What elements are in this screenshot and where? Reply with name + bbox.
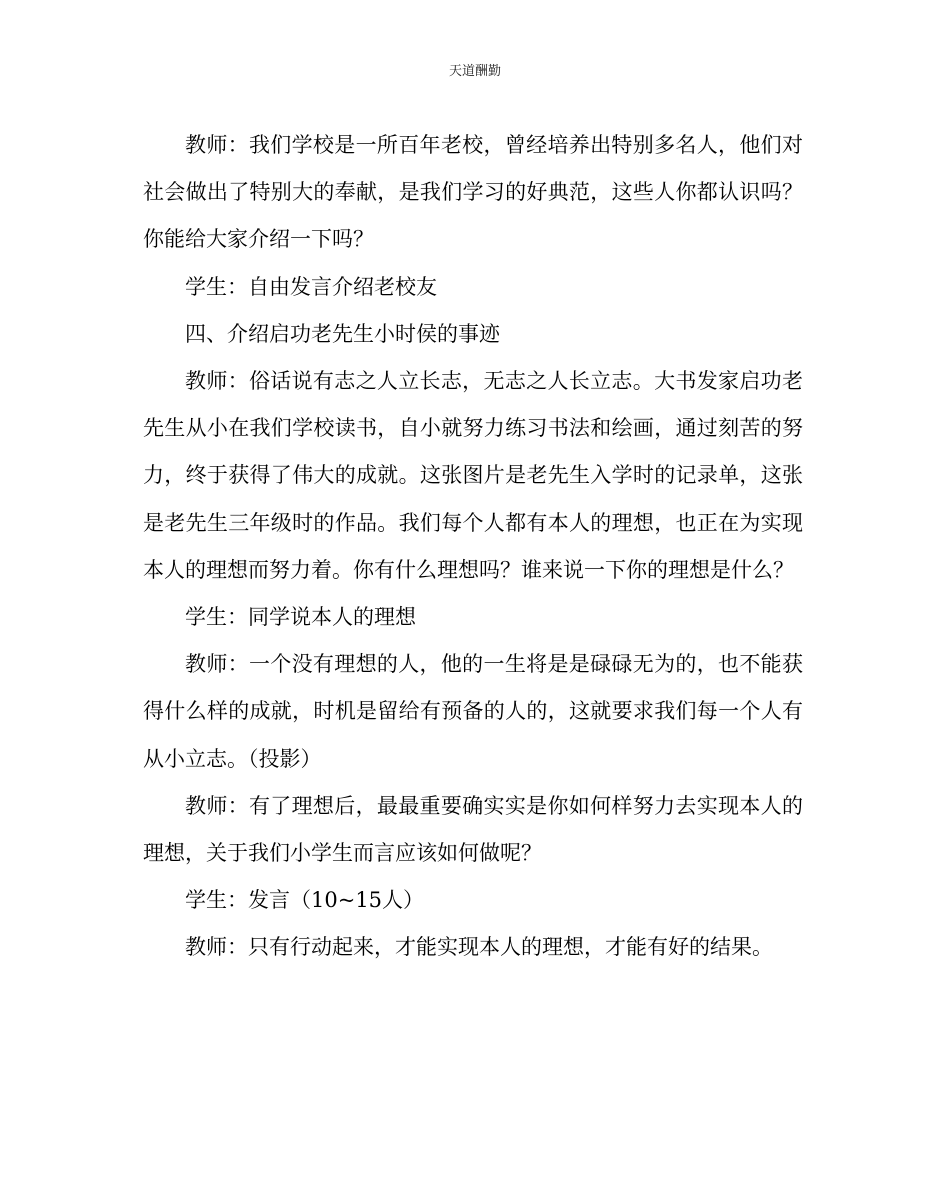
paragraph-teacher-intro: 教师：我们学校是一所百年老校，曾经培养出特别多名人，他们对社会做出了特别大的奉献，是我们学习的好典范，这些人你都认识吗？你能给大家介绍一下吗？ [143,133,803,252]
paragraph-teacher-effort: 教师：有了理想后，最最重要确实实是你如何样努力去实现本人的理想，关于我们小学生而言应该如何做呢？ [143,793,803,866]
paragraph-teacher-action: 教师：只有行动起来，才能实现本人的理想，才能有好的结果。 [185,935,773,960]
paragraph-student-ideals: 学生：同学说本人的理想 [185,605,416,630]
paragraph-teacher-ideals: 教师：一个没有理想的人，他的一生将是是碌碌无为的，也不能获得什么样的成就，时机是留给有预备的人的，这就要求我们每一个人有从小立志。（投影） [143,652,803,771]
paragraph-teacher-qigong: 教师：俗话说有志之人立长志，无志之人长立志。大书发家启功老先生从小在我们学校读书，自小就努力练习书法和绘画，通过刻苦的努力，终于获得了伟大的成就。这张图片是老先生入学时的记录单，这张是老先生三年级时的作品。我们每个人都有本人的理想，也正在为实现本人的理想而努力着。你有什么理想吗？谁来说一下你的理想是什么？ [143,369,803,582]
section-heading-qigong: 四、介绍启功老先生小时侯的事迹 [185,321,500,346]
paragraph-student-alumni: 学生：自由发言介绍老校友 [185,274,437,299]
document-body [143,122,803,972]
page-header: 天道酬勤 [448,64,501,79]
paragraph-student-speak: 学生：发言（10~15人） [185,888,425,913]
